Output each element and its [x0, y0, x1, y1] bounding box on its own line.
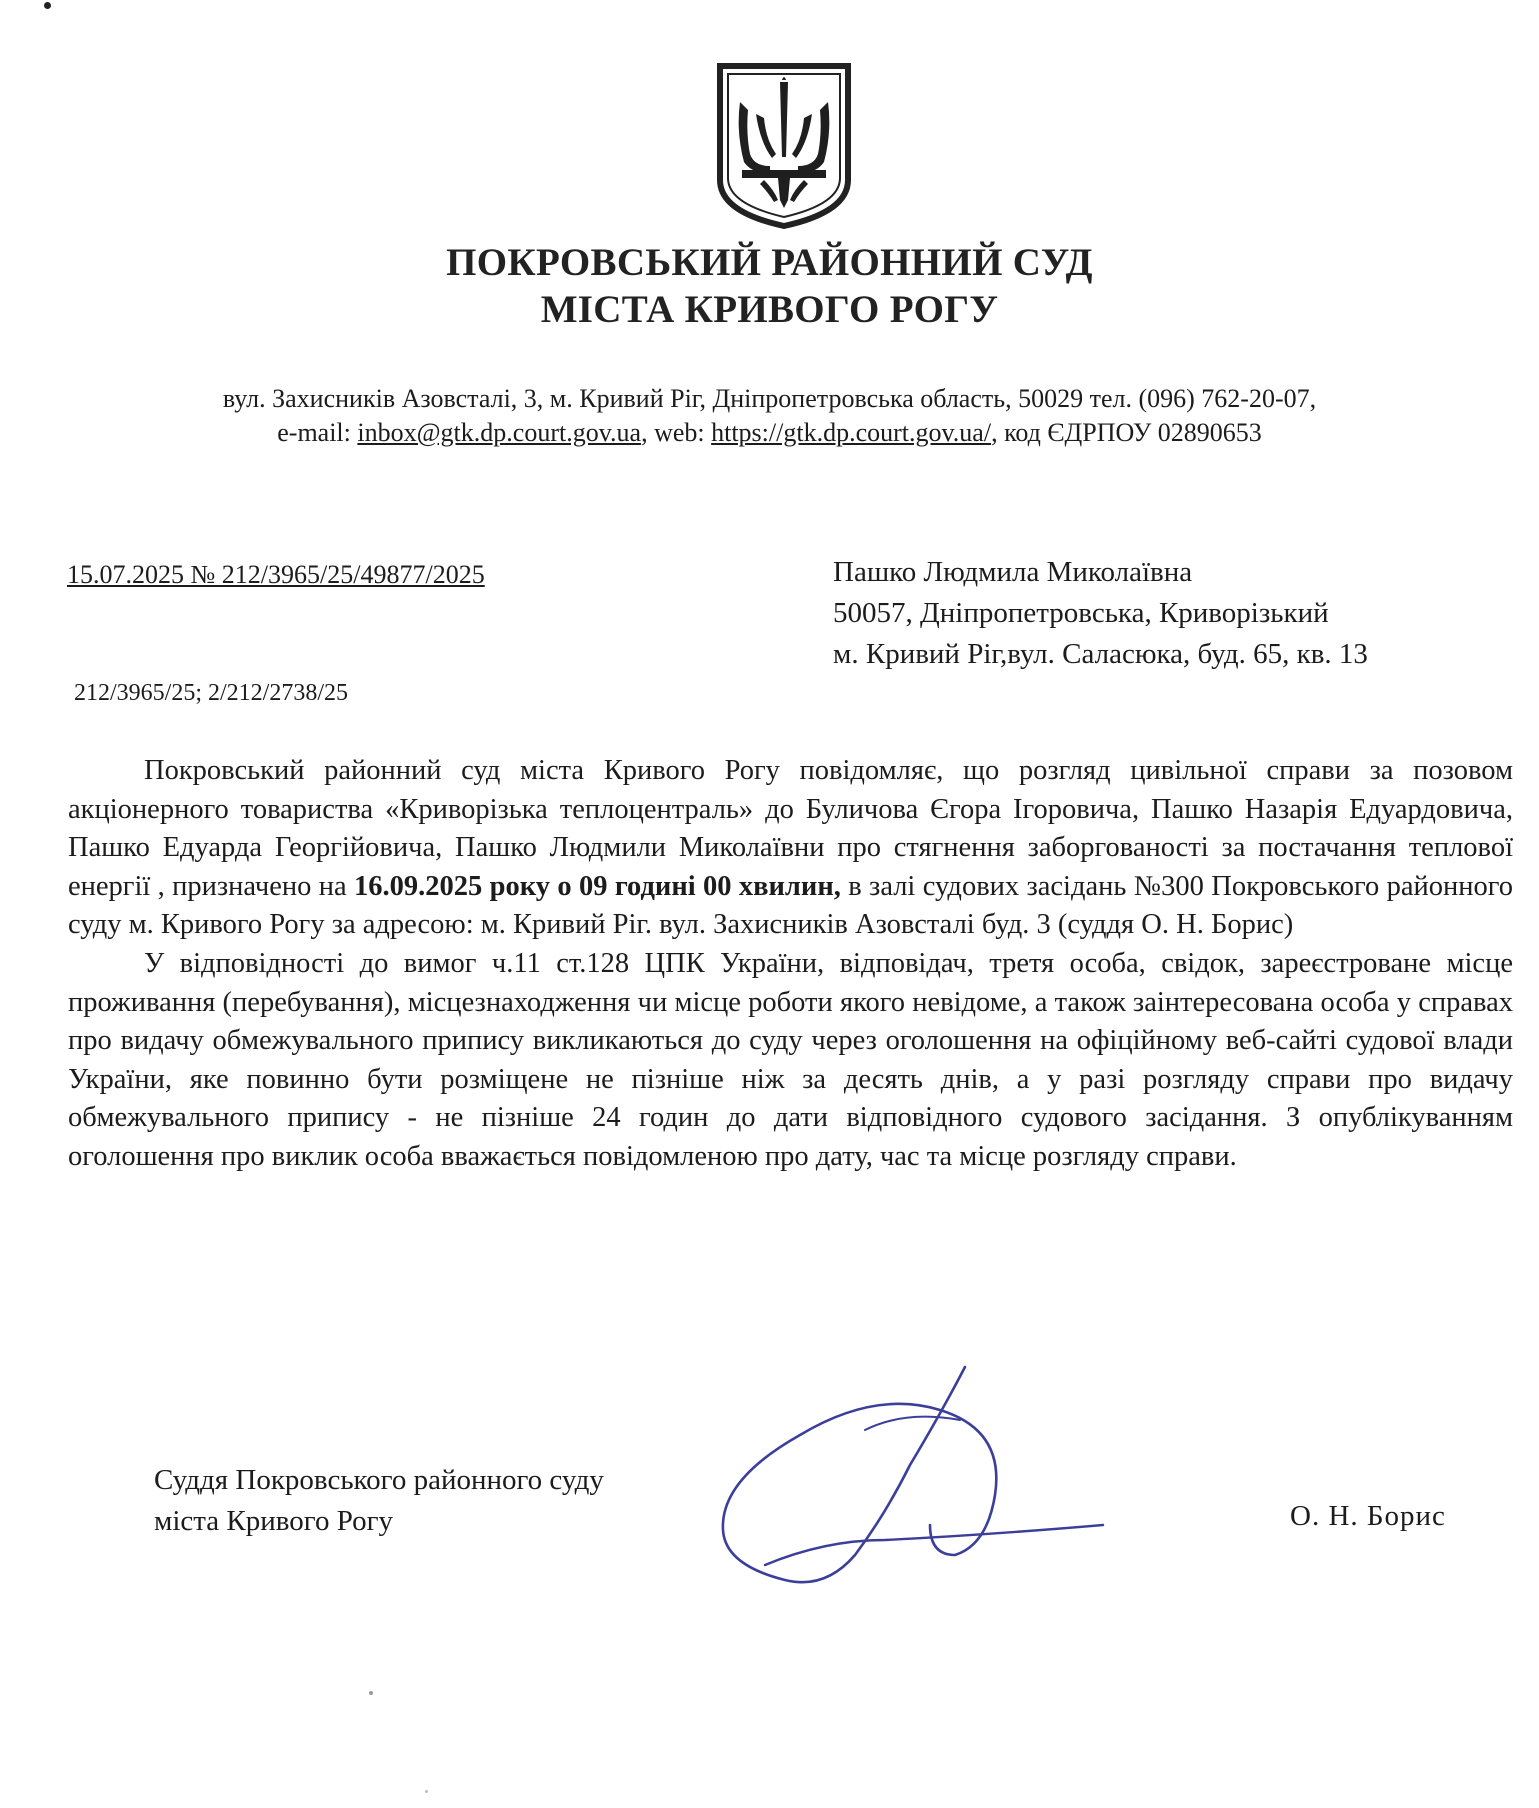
outgoing-number: 15.07.2025 № 212/3965/25/49877/2025 [67, 560, 485, 589]
recipient-address-line2: м. Кривий Ріг,вул. Саласюка, буд. 65, кв. 13 [833, 638, 1368, 670]
recipient-address-line1: 50057, Дніпропетровська, Криворізький [833, 597, 1329, 629]
hearing-datetime: 16.09.2025 року о 09 годині 00 хвилин, [354, 870, 841, 902]
signatory-position-line1: Суддя Покровського районного суду [154, 1464, 604, 1496]
case-numbers: 212/3965/25; 2/212/2738/25 [74, 680, 349, 706]
notice-paragraph-2: У відповідності до вимог ч.11 ст.128 ЦПК України, відповідач, третя особа, свідок, зареєстроване місце проживання (перебування), місцезнаходження чи місце роботи якого невідоме, а також заінтересована особа у справах про видачу обмежувального припису викликаються до суду через оголошення на офіційному веб-сайті судової влади України, яке повинно бути розміщене не пізніше ніж за десять днів, а у разі розгляду справи про видачу обмежувального припису - не пізніше 24 годин до дати відповідного судового засідання. З опублікуванням оголошення про виклик особа вважається повідомленою про дату, час та місце розгляду справи. [68, 947, 1513, 1172]
edrpou-code: , код ЄДРПОУ 02890653 [991, 418, 1262, 447]
recipient-block [833, 552, 1368, 675]
handwritten-signature [705, 1355, 1105, 1585]
email-label: e-mail: [277, 418, 358, 447]
signatory-position [154, 1460, 604, 1542]
court-name-line1: ПОКРОВСЬКИЙ РАЙОННИЙ СУД [446, 241, 1093, 284]
email-link[interactable]: inbox@gtk.dp.court.gov.ua [357, 418, 642, 447]
notice-body [68, 752, 1513, 1177]
judge-name: О. Н. Борис [1290, 1500, 1446, 1532]
court-contacts [0, 416, 1539, 450]
signatory-position-line2: міста Кривого Рогу [154, 1505, 394, 1537]
web-link[interactable]: https://gtk.dp.court.gov.ua/ [711, 418, 992, 447]
court-name-line2: МІСТА КРИВОГО РОГУ [540, 288, 999, 331]
notice-paragraph-1: Покровський районний суд міста Кривого Рогу повідомляє, що розгляд цивільної справи за позовом акціонерного товариства «Криворізька теплоцентраль» до Буличова Єгора Ігоровича, Пашко Назарія Едуардовича, Пашко Едуарда Георгійовича, Пашко Людмили Миколаївни про стягнення заборгованості за постачання теплової енергії , призначено на 16.09.2025 року о 09 годині 00 хвилин, в залі судових засідань №300 Покровського районного суду м. Кривого Рогу за адресою: м. Кривий Ріг. вул. Захисників Азовсталі буд. 3 (суддя О. Н. Борис) [68, 755, 1513, 941]
web-label: , web: [641, 418, 712, 447]
recipient-name: Пашко Людмила Миколаївна [833, 556, 1193, 588]
coat-of-arms-icon [716, 62, 852, 230]
court-address: вул. Захисників Азовсталі, 3, м. Кривий Ріг, Дніпропетровська область, 50029 тел. (096) 762-20-07, [222, 384, 1317, 413]
